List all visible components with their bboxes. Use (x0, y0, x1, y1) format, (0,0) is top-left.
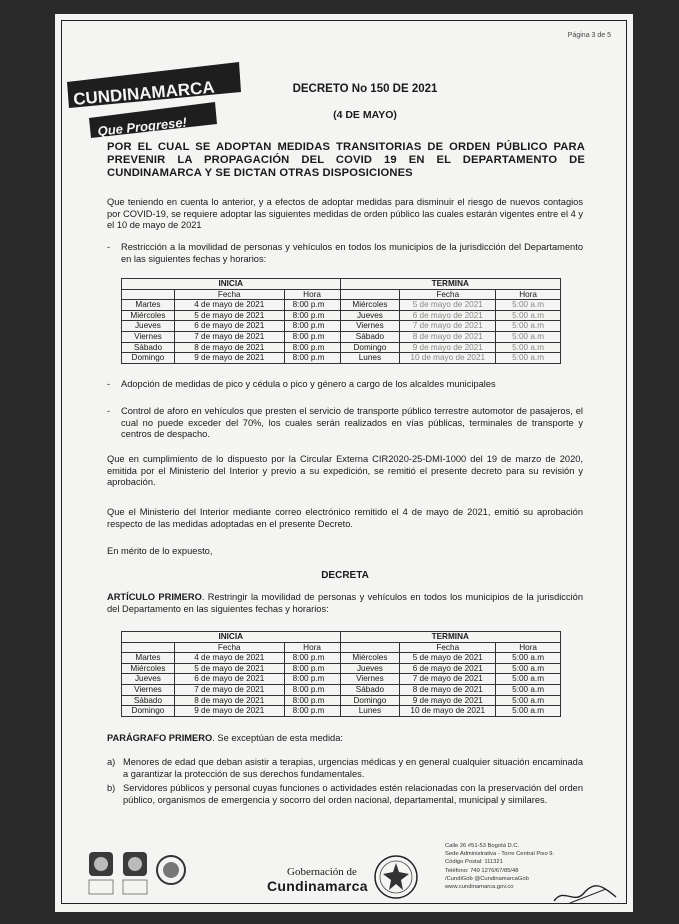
table-row: Viernes 7 de mayo de 2021 8:00 p.m Sábado 8 de mayo de 2021 5:00 a.m (122, 684, 561, 695)
social-handles: /CundiGob @CundinamarcaGob (445, 875, 529, 882)
department-seal-icon (373, 854, 419, 900)
table-row: Viernes 7 de mayo de 2021 8:00 p.m Sábado 8 de mayo de 2021 5:00 a.m (122, 331, 561, 342)
footer-address (445, 842, 554, 891)
decree-number: DECRETO No 150 DE 2021 (292, 83, 438, 95)
bullet-marker: - (107, 379, 111, 389)
article-primero-label: ARTÍCULO PRIMERO (107, 592, 202, 602)
col-fecha: Fecha (400, 642, 496, 653)
para-merito: En mérito de lo expuesto, (107, 546, 213, 556)
table-row: Jueves 6 de mayo de 2021 8:00 p.m Viernes 7 de mayo de 2021 5:00 a.m (122, 674, 561, 685)
article-primero-text: . Restringir la movilidad de personas y vehículos en todos los municipios de la jurisdicción del Departamento en las siguientes fechas y horarios: (107, 592, 584, 614)
address-line: Teléfono: 749 1276/67/85/48 (445, 867, 519, 874)
website-link: www.cundinamarca.gov.co (445, 884, 514, 891)
address-line: Código Postal: 111321 (445, 859, 503, 866)
handwritten-signature (550, 881, 620, 909)
table-row: Domingo 9 de mayo de 2021 8:00 p.m Lunes 10 de mayo de 2021 5:00 a.m (122, 706, 561, 717)
gobernacion-text: Gobernación de (287, 866, 357, 878)
paragrafo-primero (107, 733, 583, 745)
address-line: Sede Administrativa - Torre Central Piso 9. (445, 851, 555, 858)
bullet-pico-cedula (107, 379, 583, 391)
paragrafo-label: PARÁGRAFO PRIMERO (107, 733, 213, 743)
schedule-table-1 (121, 278, 561, 364)
icontec-logo-2 (123, 852, 147, 894)
col-hora: Hora (284, 642, 340, 653)
schedule-table-2 (121, 631, 561, 717)
page-number: Página 3 de 5 (567, 32, 611, 39)
bullet-aforo (107, 406, 583, 441)
table-row: Sábado 8 de mayo de 2021 8:00 p.m Domingo 9 de mayo de 2021 5:00 a.m (122, 695, 561, 706)
decree-date: (4 DE MAYO) (333, 109, 397, 121)
bullet-restriction (107, 242, 583, 265)
group-termina: TERMINA (340, 632, 561, 643)
address-line: Calle 26 #51-53 Bogotá D.C. (445, 843, 520, 849)
exception-b-marker: b) (107, 783, 116, 793)
decreta-heading: DECRETA (321, 570, 369, 581)
exception-a-marker: a) (107, 757, 116, 767)
group-inicia: INICIA (122, 279, 341, 290)
logo-brand-text: CUNDINAMARCA (72, 77, 216, 109)
table-row: Sábado 8 de mayo de 2021 8:00 p.m Domingo 9 de mayo de 2021 5:00 a.m (122, 342, 561, 353)
document-page (55, 14, 633, 912)
exception-b (107, 783, 583, 806)
icontec-logo-1 (89, 852, 113, 894)
col-fecha: Fecha (174, 642, 284, 653)
col-hora: Hora (284, 289, 340, 300)
table-row: Domingo 9 de mayo de 2021 8:00 p.m Lunes 10 de mayo de 2021 5:00 a.m (122, 353, 561, 364)
exception-a (107, 757, 583, 780)
col-fecha: Fecha (400, 289, 496, 300)
group-inicia: INICIA (122, 632, 341, 643)
decree-title: POR EL CUAL SE ADOPTAN MEDIDAS TRANSITORIAS DE ORDEN PÚBLICO PARA PREVENIR LA PROPAGACIÓN DEL COVID 19 EN EL DEPARTAMENTO DE CUNDINAMARCA Y SE DICTAN OTRAS DISPOSICIONES (107, 141, 585, 179)
table-row: Martes 4 de mayo de 2021 8:00 p.m Miércoles 5 de mayo de 2021 5:00 a.m (122, 653, 561, 664)
group-termina: TERMINA (340, 279, 561, 290)
logo-slogan-text: Que Progrese! (96, 114, 188, 139)
table-row: Miércoles 5 de mayo de 2021 8:00 p.m Jueves 6 de mayo de 2021 5:00 a.m (122, 663, 561, 674)
bullet-pico-cedula-text: Adopción de medidas de pico y cédula o pico y género a cargo de los alcaldes municipales (121, 379, 496, 389)
exception-a-text: Menores de edad que deban asistir a terapias, urgencias médicas y en general cualquier situación encaminada a garantizar la protección de sus derechos fundamentales. (123, 757, 583, 779)
col-fecha: Fecha (174, 289, 284, 300)
bullet-restriction-text: Restricción a la movilidad de personas y vehículos en todos los municipios de la jurisdicción del Departamento en las siguientes fechas y horarios: (121, 242, 583, 264)
exception-b-text: Servidores públicos y personal cuyas funciones o actividades estén relacionadas con la preservación del orden público, organismos de emergencia y socorro del orden nacional, departamental, municipal y similares. (123, 783, 583, 805)
col-hora: Hora (496, 289, 561, 300)
bullet-marker: - (107, 406, 111, 416)
bullet-aforo-text: Control de aforo en vehículos que presten el servicio de transporte público terrestre automotor de pasajeros, el cual no puede exceder del 70%, los cuales serán realizados en vías públicas, terminales de transporte y centros de despacho. (121, 406, 583, 440)
table-row: Martes 4 de mayo de 2021 8:00 p.m Miércoles 5 de mayo de 2021 5:00 a.m (122, 300, 561, 311)
intro-paragraph: Que teniendo en cuenta lo anterior, y a efectos de adoptar medidas para disminuir el riesgo de nuevos contagios por COVID-19, se requiere adoptar las siguientes medidas de orden público las cuales estarán vigentes entre el 4 y el 10 de mayo de 2021 (107, 197, 583, 231)
certification-logos (83, 850, 223, 900)
para-circular: Que en cumplimiento de lo dispuesto por la Circular Externa CIR2020-25-DMI-1000 del 19 de marzo de 2020, emitida por el Ministerio del Interior y previo a su expedición, se remitió el presente decreto para su revisión y aprobación. (107, 454, 583, 488)
cundinamarca-logo (65, 52, 245, 142)
table-row: Jueves 6 de mayo de 2021 8:00 p.m Viernes 7 de mayo de 2021 5:00 a.m (122, 321, 561, 332)
paragrafo-text: . Se exceptúan de esta medida: (212, 733, 343, 743)
round-seal-logo (157, 856, 185, 884)
table-row: Miércoles 5 de mayo de 2021 8:00 p.m Jueves 6 de mayo de 2021 5:00 a.m (122, 310, 561, 321)
cundinamarca-text: Cundinamarca (267, 878, 368, 894)
para-ministerio: Que el Ministerio del Interior mediante correo electrónico remitido el 4 de mayo de 2021, emitió su aprobación respecto de las medidas adoptadas en el presente Decreto. (107, 507, 583, 529)
col-hora: Hora (496, 642, 561, 653)
article-primero (107, 592, 583, 615)
bullet-marker: - (107, 242, 111, 252)
